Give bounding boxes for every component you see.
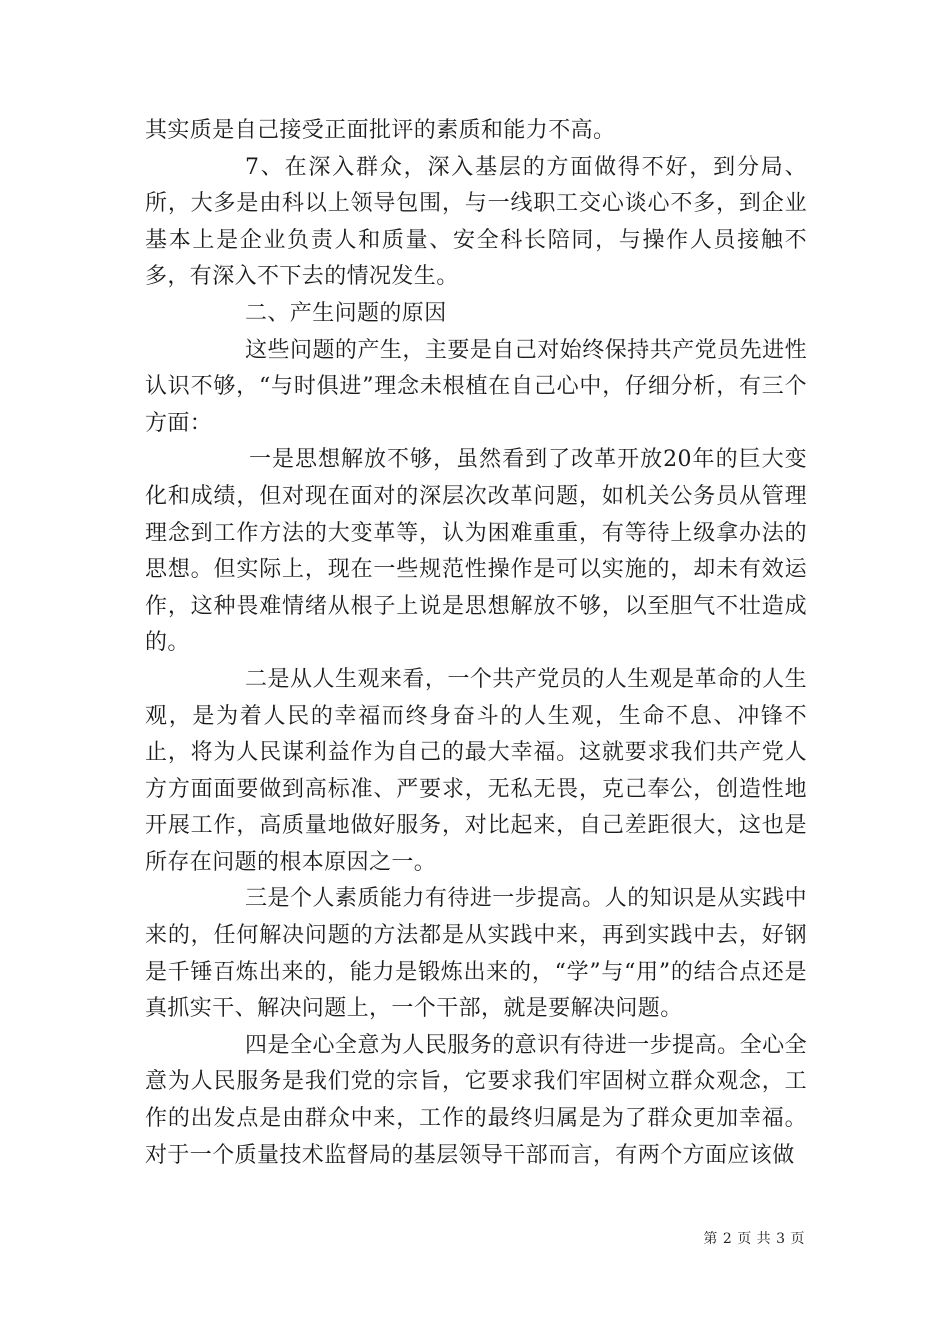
paragraph-continuation: 其实质是自己接受正面批评的素质和能力不高。 xyxy=(145,118,616,143)
paragraph-causes-intro: 这些问题的产生，主要是自己对始终保持共产党员先进性认识不够，“与时俱进”理念未根植在自己心中，仔细分析，有三个方面： xyxy=(145,337,807,436)
paragraph-cause-three: 三是个人素质能力有待进一步提高。人的知识是从实践中来的，任何解决问题的方法都是从实践中来，再到实践中去，好钢是千锤百炼出来的，能力是锻炼出来的，“学”与“用”的结合点还是真抓实干、解决问题上，一个干部，就是要解决问题。 xyxy=(145,886,807,1022)
section-heading-causes: 二、产生问题的原因 xyxy=(245,300,447,326)
paragraph-item-7: 7、在深入群众，深入基层的方面做得不好，到分局、所，大多是由科以上领导包围，与一线职工交心谈心不多，到企业基本上是企业负责人和质量、安全科长陪同，与操作人员接触不多，有深入不下去的情况发生。 xyxy=(145,154,807,290)
paragraph-cause-four: 四是全心全意为人民服务的意识有待进一步提高。全心全意为人民服务是我们党的宗旨，它要求我们牢固树立群众观念，工作的出发点是由群众中来，工作的最终归属是为了群众更加幸福。对于一个质量技术监督局的基层领导干部而言，有两个方面应该做 xyxy=(145,1032,807,1168)
page-number-footer: 第 2 页 共 3 页 xyxy=(703,1231,805,1247)
paragraph-cause-two: 二是从人生观来看，一个共产党员的人生观是革命的人生观，是为着人民的幸福而终身奋斗的人生观，生命不息、冲锋不止，将为人民谋利益作为自己的最大幸福。这就要求我们共产党人方方面面要做到高标准、严要求，无私无畏，克己奉公，创造性地开展工作，高质量地做好服务，对比起来，自己差距很大，这也是所存在问题的根本原因之一。 xyxy=(145,666,807,875)
paragraph-cause-one: 一是思想解放不够，虽然看到了改革开放20年的巨大变化和成绩，但对现在面对的深层次改革问题，如机关公务员从管理理念到工作方法的大变革等，认为困难重重，有等待上级拿办法的思想。但实际上，现在一些规范性操作是可以实施的，却未有效运作，这种畏难情绪从根子上说是思想解放不够，以至胆气不壮造成的。 xyxy=(145,447,807,656)
document-body xyxy=(145,113,807,1174)
